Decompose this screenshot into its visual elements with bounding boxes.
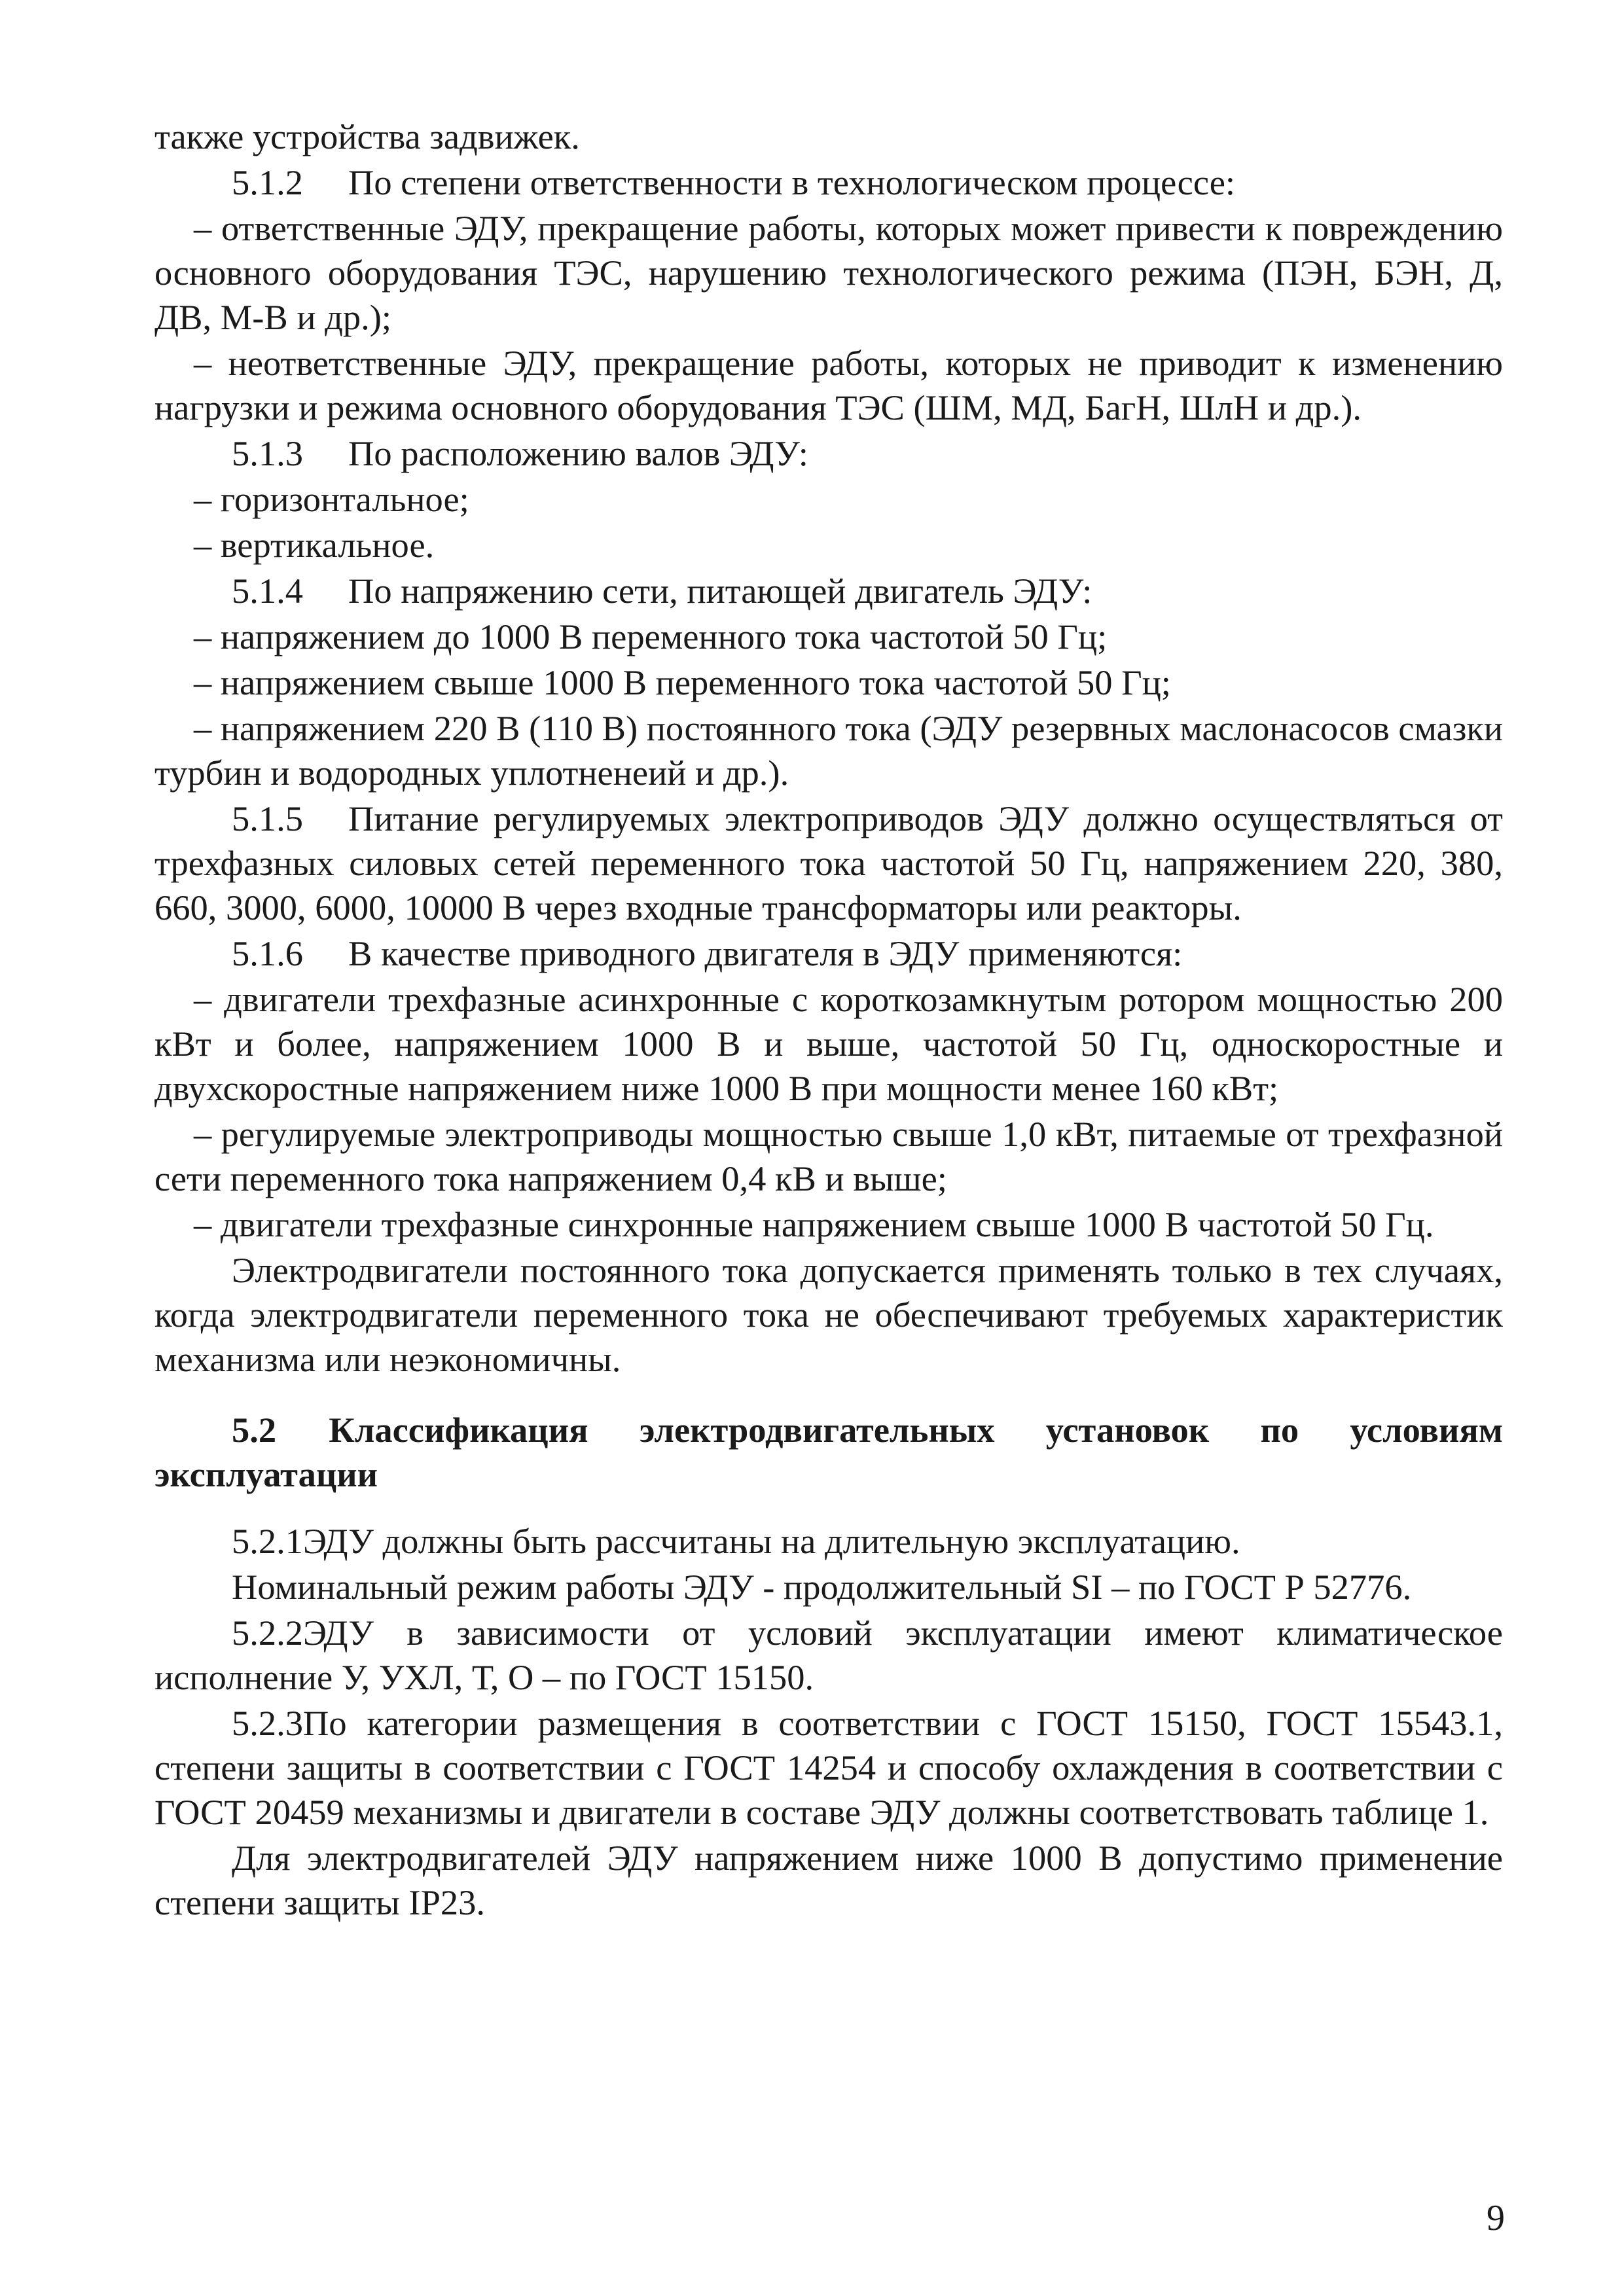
section-number: 5.2 <box>232 1410 277 1450</box>
section-title: Классификация электродвигательных установок по условиям эксплуатации <box>154 1410 1503 1494</box>
list-item: – горизонтальное; <box>194 479 469 519</box>
list-item: – неответственные ЭДУ, прекращение работы, которых не приводит к изменению нагрузки и режима основного оборудования ТЭС (ШМ, МД, БагН, ШлН и др.). <box>154 343 1503 427</box>
clause-number: 5.1.3 <box>232 433 303 473</box>
clause-5-1-6 <box>154 931 1503 976</box>
list-item: – двигатели трехфазные синхронные напряжением свыше 1000 В частотой 50 Гц. <box>194 1204 1434 1244</box>
clause-number: 5.1.6 <box>232 933 303 973</box>
paragraph-5-2-1: 5.2.1ЭДУ должны быть рассчитаны на длительную эксплуатацию. <box>232 1521 1240 1561</box>
list-item: – ответственные ЭДУ, прекращение работы, которых может привести к повреждению основного оборудования ТЭС, нарушению технологического режима (ПЭН, БЭН, Д, ДВ, М-В и др.); <box>154 208 1503 337</box>
paragraph-ip23: Для электродвигателей ЭДУ напряжением ниже 1000 В допустимо применение степени защиты IP23. <box>154 1838 1503 1922</box>
list-item: – регулируемые электроприводы мощностью свыше 1,0 кВт, питаемые от трехфазной сети переменного тока напряжением 0,4 кВ и выше; <box>154 1114 1503 1198</box>
clause-5-1-5 <box>154 797 1503 930</box>
clause-number: 5.1.2 <box>232 162 303 202</box>
list-item: – напряжением до 1000 В переменного тока частотой 50 Гц; <box>194 617 1108 656</box>
page-number: 9 <box>1487 2198 1505 2238</box>
clause-5-1-4 <box>154 569 1503 613</box>
list-item: – вертикальное. <box>194 525 435 565</box>
list-item: – напряжением 220 В (110 В) постоянного тока (ЭДУ резервных маслонасосов смазки турбин и водородных уплотненеий и др.). <box>154 708 1503 793</box>
list-item: – напряжением свыше 1000 В переменного тока частотой 50 Гц; <box>194 662 1171 702</box>
list-item: – двигатели трехфазные асинхронные с короткозамкнутым ротором мощностью 200 кВт и более, напряжением 1000 В и выше, частотой 50 Гц, односкоростные и двухскоростные напряжением ниже 1000 В при мощности менее 160 кВт; <box>154 979 1503 1108</box>
clause-text: По напряжению сети, питающей двигатель ЭДУ: <box>348 571 1092 611</box>
clause-number: 5.1.5 <box>232 798 303 838</box>
clause-text: Питание регулируемых электроприводов ЭДУ должно осуществляться от трехфазных силовых сетей переменного тока частотой 50 Гц, напряжением 220, 380, 660, 3000, 6000, 10000 В через входные трансформаторы или реакторы. <box>154 798 1503 927</box>
clause-text: По степени ответственности в технологическом процессе: <box>348 162 1236 202</box>
section-heading-5-2 <box>154 1408 1503 1497</box>
page-body <box>154 115 1503 1926</box>
clause-number: 5.1.4 <box>232 571 303 611</box>
paragraph-continuation: также устройства задвижек. <box>154 117 580 156</box>
paragraph-5-2-2: 5.2.2ЭДУ в зависимости от условий эксплуатации имеют климатическое исполнение У, УХЛ, Т, О – по ГОСТ 15150. <box>154 1613 1503 1697</box>
paragraph-nominal-mode: Номинальный режим работы ЭДУ - продолжительный SI – по ГОСТ Р 52776. <box>232 1567 1412 1607</box>
clause-5-1-2 <box>154 160 1503 205</box>
clause-text: По расположению валов ЭДУ: <box>348 433 808 473</box>
clause-text: В качестве приводного двигателя в ЭДУ применяются: <box>348 933 1183 973</box>
paragraph-5-2-3: 5.2.3По категории размещения в соответствии с ГОСТ 15150, ГОСТ 15543.1, степени защиты в соответствии с ГОСТ 14254 и способу охлаждения в соответствии с ГОСТ 20459 механизмы и двигатели в составе ЭДУ должны соответствовать таблице 1. <box>154 1703 1503 1832</box>
paragraph-dc-motors-note: Электродвигатели постоянного тока допускается применять только в тех случаях, когда электродвигатели переменного тока не обеспечивают требуемых характеристик механизма или неэкономичны. <box>154 1250 1503 1379</box>
clause-5-1-3 <box>154 431 1503 476</box>
